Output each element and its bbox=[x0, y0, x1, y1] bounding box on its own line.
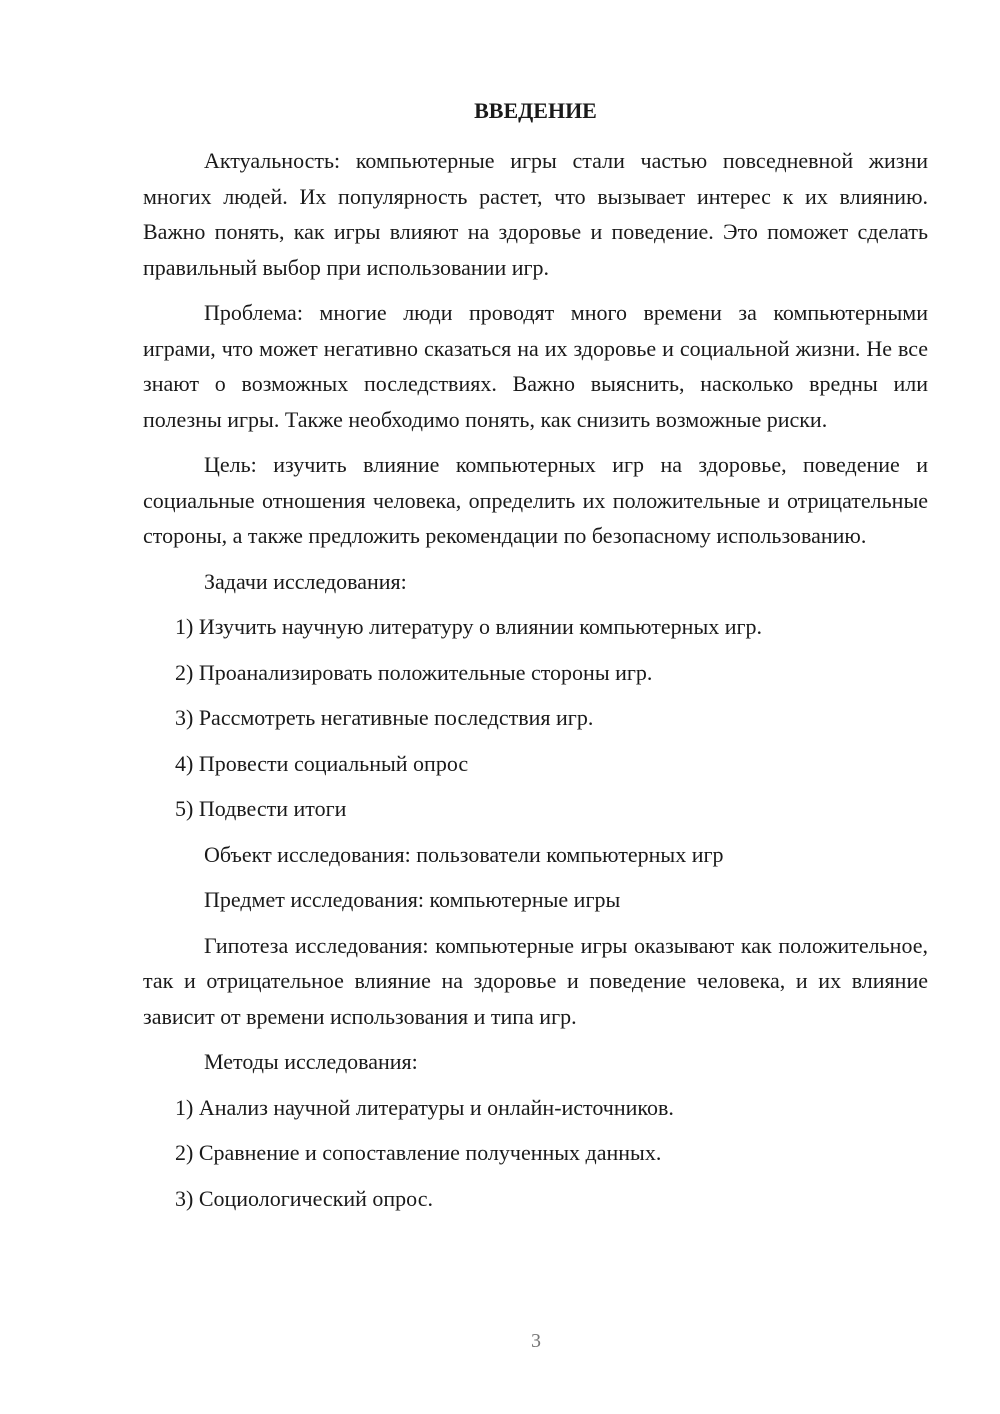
paragraph-goal: Цель: изучить влияние компьютерных игр на здоровье, поведение и социальные отношения человека, определить их положительные и отрицательные стороны, а также предложить рекомендации по безопасному использованию. bbox=[143, 452, 928, 548]
paragraph-problem: Проблема: многие люди проводят много времени за компьютерными играми, что может негативно сказаться на их здоровье и социальной жизни. Не все знают о возможных последствиях. Важно выяснить, насколько вредны или полезны игры. Также необходимо понять, как снизить возможные риски. bbox=[143, 300, 928, 432]
document-body bbox=[143, 91, 928, 1226]
method-item: 1) Анализ научной литературы и онлайн-источников. bbox=[175, 1094, 674, 1120]
methods-heading: Методы исследования: bbox=[204, 1049, 418, 1074]
task-item: 1) Изучить научную литературу о влиянии компьютерных игр. bbox=[175, 614, 763, 639]
paragraph-hypothesis: Гипотеза исследования: компьютерные игры оказывают как положительное, так и отрицательное влияние на здоровье и поведение человека, и их влияние зависит от времени использования и типа игр. bbox=[143, 932, 928, 1029]
task-item: 5) Подвести итоги bbox=[175, 796, 347, 821]
task-item: 3) Рассмотреть негативные последствия игр. bbox=[175, 705, 594, 730]
page-number: 3 bbox=[531, 1330, 541, 1352]
task-item: 4) Провести социальный опрос bbox=[175, 750, 469, 776]
research-object: Объект исследования: пользователи компьютерных игр bbox=[204, 841, 724, 867]
paragraph-relevance: Актуальность: компьютерные игры стали частью повседневной жизни многих людей. Их популярность растет, что вызывает интерес к их влиянию. Важно понять, как игры влияют на здоровье и поведение. Это поможет сделать правильный выбор при использовании игр. bbox=[143, 148, 928, 280]
method-item: 2) Сравнение и сопоставление полученных данных. bbox=[175, 1140, 662, 1165]
method-item: 3) Социологический опрос. bbox=[175, 1185, 433, 1211]
task-item: 2) Проанализировать положительные стороны игр. bbox=[175, 659, 653, 685]
research-subject: Предмет исследования: компьютерные игры bbox=[204, 887, 621, 912]
section-title: ВВЕДЕНИЕ bbox=[474, 98, 597, 123]
tasks-heading: Задачи исследования: bbox=[204, 568, 407, 594]
